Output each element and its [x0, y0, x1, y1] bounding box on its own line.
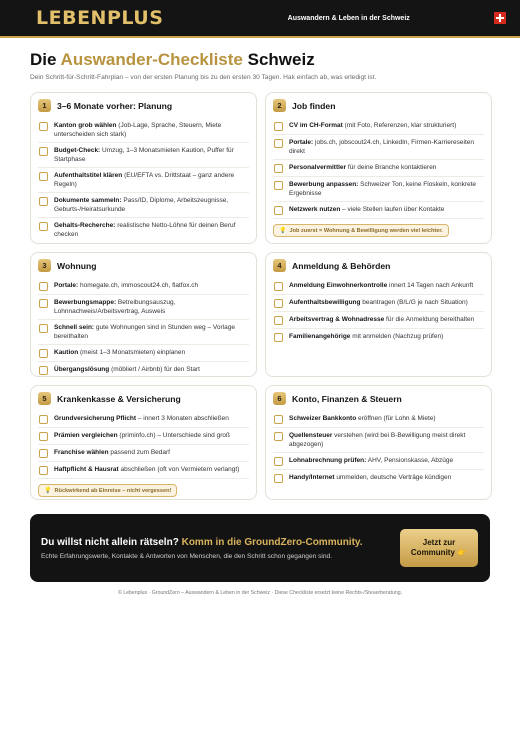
checklist-item: [273, 411, 484, 428]
item-text: [289, 456, 453, 465]
checkbox[interactable]: [39, 449, 48, 458]
item-bold-label: Bewerbungsmappe:: [54, 299, 117, 306]
item-description: Pass/ID, Diplome, Arbeitszeugnisse, Geburts-/Heiratsurkunde: [54, 197, 229, 213]
checkbox[interactable]: [39, 432, 48, 441]
card-header: [38, 392, 249, 405]
checklist-item: [38, 218, 249, 242]
card-title: Job finden: [292, 100, 336, 111]
step-number-badge: 1: [38, 99, 51, 112]
checklist-item: [273, 295, 484, 312]
checkbox[interactable]: [274, 316, 283, 325]
checkbox[interactable]: [274, 282, 283, 291]
item-bold-label: Bewerbung anpassen:: [289, 181, 359, 188]
step-number-badge: 5: [38, 392, 51, 405]
item-description: Schweizer Ton, keine Floskeln, konkrete Ergebnisse: [289, 181, 477, 197]
cta-description: Echte Erfahrungswerte, Kontakte & Antworten von Menschen, die den Schritt schon gegangen sind.: [41, 552, 333, 560]
checkbox[interactable]: [39, 466, 48, 475]
checklist-item: [273, 470, 484, 486]
step-number-badge: 6: [273, 392, 286, 405]
item-text: [289, 315, 474, 324]
card-title: Konto, Finanzen & Steuern: [292, 393, 402, 404]
card-header: [38, 259, 249, 272]
item-description: AHV, Pensionskasse, Abzüge: [366, 457, 454, 464]
page-subtitle: Dein Schritt-für-Schritt-Fahrplan – von der ersten Planung bis zu den ersten 30 Tagen. Hak einfach ab, was erledigt ist.: [30, 74, 377, 81]
item-description: realistische Netto-Löhne für deinen Beruf checken: [54, 222, 236, 238]
checkbox[interactable]: [39, 147, 48, 156]
item-bold-label: Übergangslösung: [54, 366, 110, 373]
item-text: [289, 332, 443, 341]
card-header: [38, 99, 249, 112]
item-bold-label: Anmeldung Einwohnerkontrolle: [289, 282, 388, 289]
checklist-item: [273, 160, 484, 177]
step-number-badge: 2: [273, 99, 286, 112]
checklist-item: [273, 118, 484, 135]
lightbulb-icon: 💡: [279, 228, 287, 234]
title-accent: Auswander-Checkliste: [60, 50, 243, 69]
item-description: Umzug, 1–3 Monatsmieten Kaution, Puffer für Startphase: [54, 147, 234, 163]
checklist-card: [30, 92, 257, 244]
checkbox[interactable]: [39, 324, 48, 333]
checklist-item: [273, 312, 484, 329]
checklist-item: [273, 202, 484, 219]
item-bold-label: Kanton grob wählen: [54, 122, 117, 129]
checklist-card: [30, 252, 257, 377]
card-title: Wohnung: [57, 260, 97, 271]
checklist-item: [38, 320, 249, 345]
item-description: mit anmelden (Nachzug prüfen): [350, 333, 444, 340]
checkbox[interactable]: [274, 122, 283, 131]
item-description: – viele Stellen laufen über Kontakte: [340, 206, 445, 213]
checklist-item: [273, 453, 484, 470]
item-text: [54, 221, 249, 239]
item-text: [54, 171, 249, 189]
item-text: [289, 121, 456, 130]
checkbox[interactable]: [274, 333, 283, 342]
cta-title-accent: Komm in die GroundZero-Community.: [181, 536, 363, 548]
item-bold-label: Aufenthaltsbewilligung: [289, 299, 361, 306]
card-header: [273, 99, 484, 112]
checkbox[interactable]: [274, 206, 283, 215]
item-text: [54, 348, 185, 357]
page-header: [0, 38, 520, 81]
checkbox[interactable]: [39, 172, 48, 181]
page-title: [30, 50, 490, 70]
cta-button-line2: Community 👉: [410, 548, 468, 557]
swiss-flag-icon: [494, 12, 506, 24]
item-description: (Job-Lage, Sprache, Steuern, Miete unterscheiden sich stark): [54, 122, 222, 138]
step-number-badge: 4: [273, 259, 286, 272]
item-description: beantragen (B/L/G je nach Situation): [360, 299, 468, 306]
item-bold-label: Kaution: [54, 349, 79, 356]
item-bold-label: Lohnabrechnung prüfen:: [289, 457, 367, 464]
item-text: [54, 281, 198, 290]
item-text: [54, 323, 249, 341]
checkbox[interactable]: [274, 457, 283, 466]
item-description: Betreibungsauszug, Lohnnachweis/Arbeitsvertrag, Ausweis: [54, 299, 176, 315]
item-description: (EU/EFTA vs. Drittstaat – ganz andere Regeln): [54, 172, 235, 188]
checkbox[interactable]: [39, 366, 48, 375]
item-text: [289, 138, 484, 156]
checkbox[interactable]: [39, 282, 48, 291]
checklist-item: [38, 428, 249, 445]
item-text: [54, 298, 249, 316]
checklist-item: [38, 278, 249, 295]
checkbox[interactable]: [274, 432, 283, 441]
item-bold-label: Quellensteuer: [289, 432, 333, 439]
item-text: [54, 146, 249, 164]
item-description: verstehen (wird bei B-Bewilligung meist direkt abgezogen): [289, 432, 466, 448]
item-bold-label: Portale:: [289, 139, 314, 146]
checklist-grid: [0, 81, 520, 500]
cta-text-block: [41, 537, 363, 560]
cta-button-line1: Jetzt zur: [422, 538, 456, 547]
item-text: [54, 448, 170, 457]
checklist-item: [38, 411, 249, 428]
item-description: gute Wohnungen sind in Stunden weg – Vorlage bereithalten: [54, 324, 235, 340]
checklist-item: [38, 345, 249, 362]
checkbox[interactable]: [39, 197, 48, 206]
checkbox[interactable]: [39, 415, 48, 424]
cta-title: [41, 537, 363, 548]
join-community-button[interactable]: [400, 529, 478, 567]
checklist-item: [38, 143, 249, 168]
checklist-item: [38, 462, 249, 479]
item-bold-label: Budget-Check:: [54, 147, 101, 154]
lightbulb-icon: 💡: [44, 488, 52, 494]
step-number-badge: 3: [38, 259, 51, 272]
community-banner: [30, 514, 490, 582]
item-description: ummelden, deutsche Verträge kündigen: [334, 474, 452, 481]
item-description: jobs.ch, jobscout24.ch, LinkedIn, Firmen-Karriereseiten direkt: [289, 139, 474, 155]
item-description: eröffnen (für Lohn & Miete): [356, 415, 436, 422]
checklist-card: [265, 385, 492, 500]
tip-text: Job zuerst = Wohnung & Bewilligung werden viel leichter.: [289, 227, 443, 234]
item-description: (priminfo.ch) – Unterschiede sind groß: [117, 432, 230, 439]
item-bold-label: Netzwerk nutzen: [289, 206, 341, 213]
checklist-item: [38, 168, 249, 193]
checkbox[interactable]: [274, 299, 283, 308]
checkbox[interactable]: [274, 139, 283, 148]
item-bold-label: Aufenthaltstitel klären: [54, 172, 123, 179]
item-description: innert 14 Tagen nach Ankunft: [387, 282, 474, 289]
item-bold-label: Schweizer Bankkonto: [289, 415, 357, 422]
item-text: [54, 365, 200, 374]
checklist-item: [38, 193, 249, 218]
checklist-item: [38, 295, 249, 320]
checklist-item: [273, 428, 484, 453]
item-bold-label: Gehalts-Recherche:: [54, 222, 116, 229]
item-description: abschließen (oft von Vermietern verlangt): [118, 466, 240, 473]
item-description: für deine Branche kontaktieren: [346, 164, 437, 171]
item-bold-label: Grundversicherung Pflicht: [54, 415, 136, 422]
item-bold-label: Prämien vergleichen: [54, 432, 118, 439]
checklist-item: [273, 177, 484, 202]
checklist-item: [38, 118, 249, 143]
item-bold-label: Arbeitsvertrag & Wohnadresse: [289, 316, 385, 323]
item-bold-label: Personalvermittler: [289, 164, 347, 171]
title-suffix: Schweiz: [242, 50, 315, 69]
checkbox[interactable]: [274, 415, 283, 424]
item-bold-label: Schnell sein:: [54, 324, 95, 331]
tip-badge: [38, 484, 177, 497]
checklist-item: [38, 362, 249, 378]
cta-title-prefix: Du willst nicht allein rätseln?: [41, 536, 182, 548]
checklist-item: [273, 329, 484, 345]
item-description: – innert 3 Monaten abschließen: [136, 415, 229, 422]
checkbox[interactable]: [39, 349, 48, 358]
item-text: [289, 281, 473, 290]
card-title: 3–6 Monate vorher: Planung: [57, 100, 173, 111]
item-description: für die Anmeldung bereithalten: [384, 316, 475, 323]
checklist-card: [265, 92, 492, 244]
checkbox[interactable]: [39, 299, 48, 308]
checklist-item: [273, 135, 484, 160]
card-header: [273, 259, 484, 272]
checkbox[interactable]: [274, 164, 283, 173]
checkbox[interactable]: [39, 222, 48, 231]
item-description: (mit Foto, Referenzen, klar strukturiert): [342, 122, 457, 129]
card-title: Anmeldung & Behörden: [292, 260, 391, 271]
card-header: [273, 392, 484, 405]
checklist-card: [265, 252, 492, 377]
item-text: [289, 298, 468, 307]
item-text: [54, 196, 249, 214]
item-description: (möbliert / Airbnb) für den Start: [109, 366, 200, 373]
title-prefix: Die: [30, 50, 61, 69]
checkbox[interactable]: [274, 474, 283, 483]
card-title: Krankenkasse & Versicherung: [57, 393, 181, 404]
tip-badge: [273, 224, 449, 237]
item-text: [289, 163, 436, 172]
item-bold-label: Dokumente sammeln:: [54, 197, 122, 204]
checkbox[interactable]: [274, 181, 283, 190]
item-text: [289, 414, 436, 423]
top-bar: [0, 0, 520, 38]
item-text: [289, 473, 451, 482]
item-text: [289, 180, 484, 198]
checklist-item: [38, 445, 249, 462]
item-description: passend zum Bedarf: [108, 449, 170, 456]
item-bold-label: Haftpflicht & Hausrat: [54, 466, 119, 473]
item-description: homegate.ch, immoscout24.ch, flatfox.ch: [78, 282, 199, 289]
item-text: [54, 431, 230, 440]
checklist-card: [30, 385, 257, 500]
item-bold-label: CV im CH-Format: [289, 122, 343, 129]
item-text: [54, 465, 239, 474]
item-text: [289, 431, 484, 449]
item-description: (meist 1–3 Monatsmieten) einplanen: [78, 349, 186, 356]
item-text: [54, 414, 229, 423]
footer-note: © Lebenplus · GroundZero – Auswandern & Leben in der Schweiz · Diese Checkliste ersetzt keine Rechts-/Steuerberatung.: [117, 590, 403, 596]
item-bold-label: Handy/Internet: [289, 474, 335, 481]
brand-logo[interactable]: LEBENPLUS: [36, 7, 164, 29]
item-bold-label: Familienangehörige: [289, 333, 351, 340]
item-bold-label: Franchise wählen: [54, 449, 109, 456]
item-text: [54, 121, 249, 139]
item-bold-label: Portale:: [54, 282, 79, 289]
item-text: [289, 205, 444, 214]
checklist-item: [273, 278, 484, 295]
tip-text: Rückwirkend ab Einreise – nicht vergessen!: [54, 487, 172, 494]
brand-tagline: Auswandern & Leben in der Schweiz: [287, 14, 410, 22]
checkbox[interactable]: [39, 122, 48, 131]
